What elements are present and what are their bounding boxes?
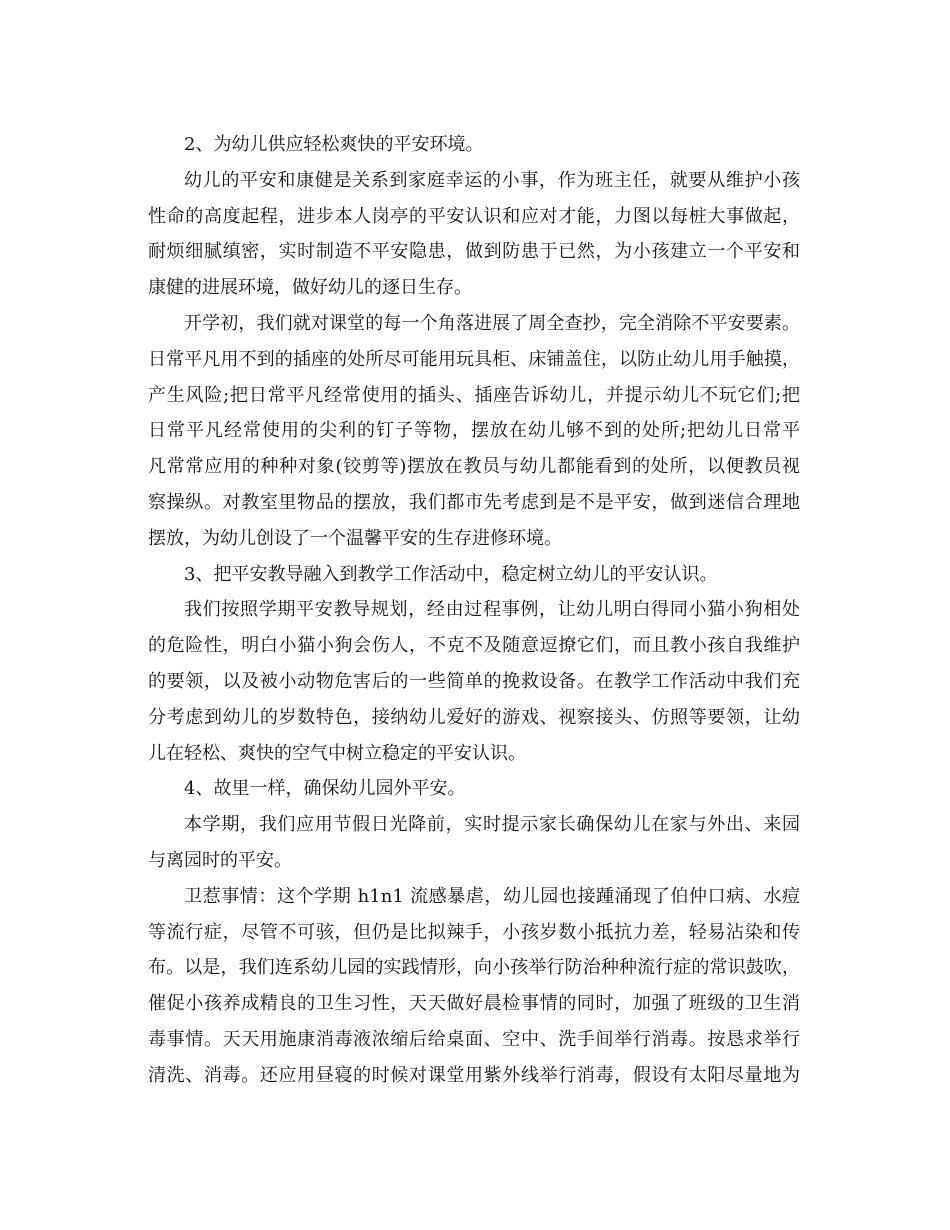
section-heading: 4、故里一样，确保幼儿园外平安。 xyxy=(184,778,466,800)
paragraph xyxy=(148,127,800,163)
paragraph xyxy=(148,163,800,306)
text-line: 幼儿的平安和康健是关系到家庭幸运的小事，作为班主任，就要从维护小孩 xyxy=(184,169,800,191)
document-body xyxy=(148,127,800,1094)
paragraph xyxy=(148,306,800,557)
section-heading: 2、为幼儿供应轻松爽快的平安环境。 xyxy=(184,134,484,155)
paragraph xyxy=(148,879,800,1094)
text-line: 产生风险;把日常平凡经常使用的插头、插座告诉幼儿，并提示幼儿不玩它们;把 xyxy=(148,384,800,406)
text-line: 日常平凡经常使用的尖利的钉子等物，摆放在幼儿够不到的处所;把幼儿日常平 xyxy=(148,420,800,442)
text-line: 察操纵。对教室里物品的摆放，我们都市先考虑到是不是平安，做到迷信合理地 xyxy=(148,491,800,513)
paragraph xyxy=(148,557,800,593)
text-line: 我们按照学期平安教导规划，经由过程事例，让幼儿明白得同小猫小狗相处 xyxy=(184,599,800,621)
text-line: 康健的进展环境，做好幼儿的逐日生存。 xyxy=(148,277,472,299)
text-line: 毒事情。天天用施康消毒液浓缩后给桌面、空中、洗手间举行消毒。按恳求举行 xyxy=(148,1028,800,1050)
text-line: 布。以是，我们连系幼儿园的实践情形，向小孩举行防治种种流行症的常识鼓吹， xyxy=(148,957,800,979)
text-line: 性命的高度起程，进步本人岗亭的平安认识和应对才能，力图以每桩大事做起， xyxy=(148,205,800,227)
text-line: 日常平凡用不到的插座的处所尽可能用玩具柜、床铺盖住，以防止幼儿用手触摸， xyxy=(148,348,800,370)
text-line: 儿在轻松、爽快的空气中树立稳定的平安认识。 xyxy=(148,742,526,764)
text-line: 凡常常应用的种种对象(铰剪等)摆放在教员与幼儿都能看到的处所，以便教员视 xyxy=(148,456,800,478)
text-line: 与离园时的平安。 xyxy=(148,849,292,871)
text-line: 耐烦细腻缜密，实时制造不平安隐患，做到防患于已然，为小孩建立一个平安和 xyxy=(148,241,800,263)
text-line: 卫惹事情：这个学期 h1n1 流感暴虐，幼儿园也接踵涌现了伯仲口病、水痘 xyxy=(184,885,800,907)
text-line: 开学初，我们就对课堂的每一个角落进展了周全查抄，完全消除不平安要素。 xyxy=(184,312,800,334)
text-line: 分考虑到幼儿的岁数特色，接纳幼儿爱好的游戏、视察接头、仿照等要领，让幼 xyxy=(148,706,800,728)
paragraph xyxy=(148,771,800,807)
section-heading: 3、把平安教导融入到教学工作活动中，稳定树立幼儿的平安认识。 xyxy=(184,563,718,585)
text-line: 催促小孩养成精良的卫生习性，天天做好晨检事情的同时，加强了班级的卫生消 xyxy=(148,993,800,1015)
paragraph xyxy=(148,807,800,879)
text-line: 摆放，为幼儿创设了一个温馨平安的生存进修环境。 xyxy=(148,527,562,549)
text-line: 清洗、消毒。还应用昼寝的时候对课堂用紫外线举行消毒，假设有太阳尽量地为 xyxy=(148,1064,800,1086)
text-line: 等流行症，尽管不可骇，但仍是比拟辣手，小孩岁数小抵抗力差，轻易沾染和传 xyxy=(148,921,800,943)
text-line: 的危险性，明白小猫小狗会伤人，不克不及随意逗撩它们，而且教小孩自我维护 xyxy=(148,635,800,657)
paragraph xyxy=(148,592,800,771)
text-line: 本学期，我们应用节假日光降前，实时提示家长确保幼儿在家与外出、来园 xyxy=(184,814,800,836)
text-line: 的要领，以及被小动物危害后的一些简单的挽救设备。在教学工作活动中我们充 xyxy=(148,670,800,692)
